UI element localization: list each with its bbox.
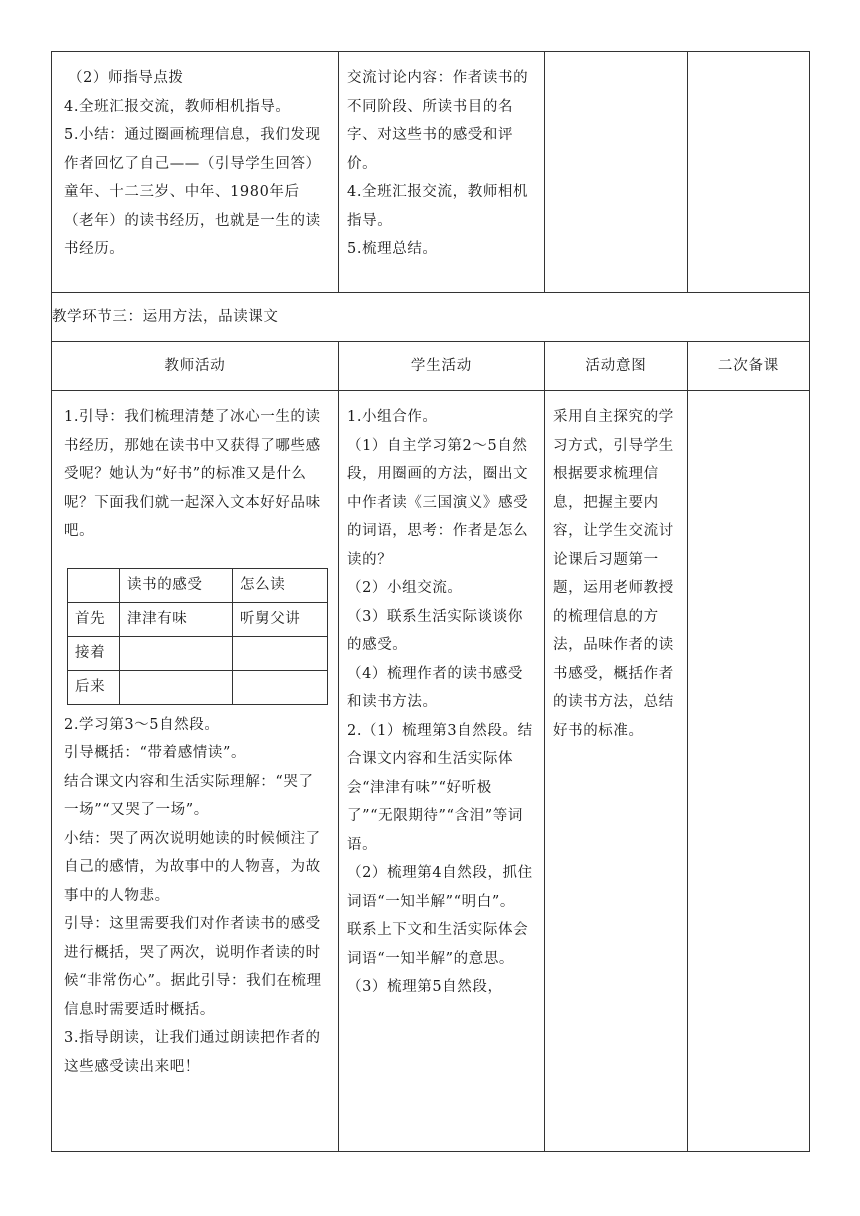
teacher-activity-cell (52, 391, 339, 1152)
inner-row-feeling: 津津有味 (120, 602, 233, 636)
top-student-line-3: 5.梳理总结。 (347, 241, 438, 257)
inner-row (68, 602, 328, 636)
header-row (52, 342, 810, 391)
teacher-conclusion: 小结：哭了两次说明她读的时候倾注了自己的感情，为故事中的人物喜，为故事中的人物悲。 (64, 830, 321, 904)
header-teacher: 教师活动 (52, 342, 339, 391)
top-teacher-line-2: 4.全班汇报交流，教师相机指导。 (64, 98, 291, 115)
inner-row-label: 首先 (68, 602, 120, 636)
prep-cell (688, 391, 810, 1152)
header-intent: 活动意图 (545, 342, 688, 391)
intent-text: 采用自主探究的学习方式，引导学生根据要求梳理信息，把握主要内容，让学生交流讨论课后习题第一题，运用老师教授的梳理信息的方法，品味作者的读书感受，概括作者的读书方法，总结好书的标准。 (553, 409, 674, 739)
top-student-line-2: 4.全班汇报交流，教师相机指导。 (347, 184, 529, 229)
inner-row-how (233, 636, 328, 670)
student-line-6: 2.（1）梳理第3自然段。结合课文内容和生活实际体会“津津有味”“好听极了”“无限期待”“含泪”等词语。 (347, 722, 533, 853)
reading-feelings-table (67, 568, 328, 705)
student-line-8: 联系上下文和生活实际体会词语“一知半解”的意思。 (347, 922, 529, 967)
student-line-4: （3）联系生活实际谈谈你的感受。 (347, 608, 523, 653)
inner-row-how: 听舅父讲 (233, 602, 328, 636)
teacher-intro: 1.引导：我们梳理清楚了冰心一生的读书经历，那她在读书中又获得了哪些感受呢？她认为“好书”的标准又是什么呢？下面我们就一起深入文本好好品味吧。 (64, 409, 321, 539)
inner-header-blank (68, 568, 120, 602)
inner-row (68, 636, 328, 670)
lesson-plan-table (51, 51, 810, 1152)
top-prep-cell (688, 52, 810, 293)
body-row (52, 391, 810, 1152)
student-line-3: （2）小组交流。 (347, 580, 463, 596)
inner-row-label: 后来 (68, 670, 120, 704)
section-title: 教学环节三：运用方法，品读课文 (52, 293, 810, 342)
student-line-7: （2）梳理第4自然段，抓住词语“一知半解”“明白”。 (347, 865, 533, 910)
student-line-9: （3）梳理第5自然段， (347, 979, 503, 995)
inner-row-label: 接着 (68, 636, 120, 670)
student-line-1: 1.小组合作。 (347, 409, 438, 425)
top-row (52, 52, 810, 293)
top-student-cell (339, 52, 545, 293)
inner-row-feeling (120, 636, 233, 670)
student-line-5: （4）梳理作者的读书感受和读书方法。 (347, 665, 523, 710)
header-student: 学生活动 (339, 342, 545, 391)
top-teacher-line-1: （2）师指导点拨 (68, 70, 184, 86)
student-activity-cell (339, 391, 545, 1152)
intent-cell (545, 391, 688, 1152)
teacher-guide-summary: 引导概括：“带着感情读”。 (64, 745, 247, 761)
top-intent-cell (545, 52, 688, 293)
inner-row (68, 670, 328, 704)
inner-row-how (233, 670, 328, 704)
section-row (52, 293, 810, 342)
teacher-step-3: 3.指导朗读，让我们通过朗读把作者的这些感受读出来吧！ (64, 1030, 321, 1075)
header-prep: 二次备课 (688, 342, 810, 391)
inner-row-feeling (120, 670, 233, 704)
top-teacher-cell (52, 52, 339, 293)
inner-header-feeling: 读书的感受 (120, 568, 233, 602)
inner-header-how: 怎么读 (233, 568, 328, 602)
inner-header-row (68, 568, 328, 602)
top-student-line-1: 交流讨论内容：作者读书的不同阶段、所读书目的名字、对这些书的感受和评价。 (347, 70, 529, 172)
teacher-understanding: 结合课文内容和生活实际理解：“哭了一场”“又哭了一场”。 (64, 773, 314, 818)
student-line-2: （1）自主学习第2～5自然段，用圈画的方法，圈出文中作者读《三国演义》感受的词语，思考：作者是怎么读的？ (347, 437, 529, 568)
teacher-guide-generalize: 引导：这里需要我们对作者读书的感受进行概括，哭了两次，说明作者读的时候“非常伤心”。据此引导：我们在梳理信息时需要适时概括。 (64, 916, 322, 1018)
teacher-step-2: 2.学习第3～5自然段。 (64, 716, 220, 733)
top-teacher-line-3: 5.小结：通过圈画梳理信息，我们发现作者回忆了自己——（引导学生回答）童年、十二三岁、中年、1980年后（老年）的读书经历，也就是一生的读书经历。 (64, 127, 321, 257)
